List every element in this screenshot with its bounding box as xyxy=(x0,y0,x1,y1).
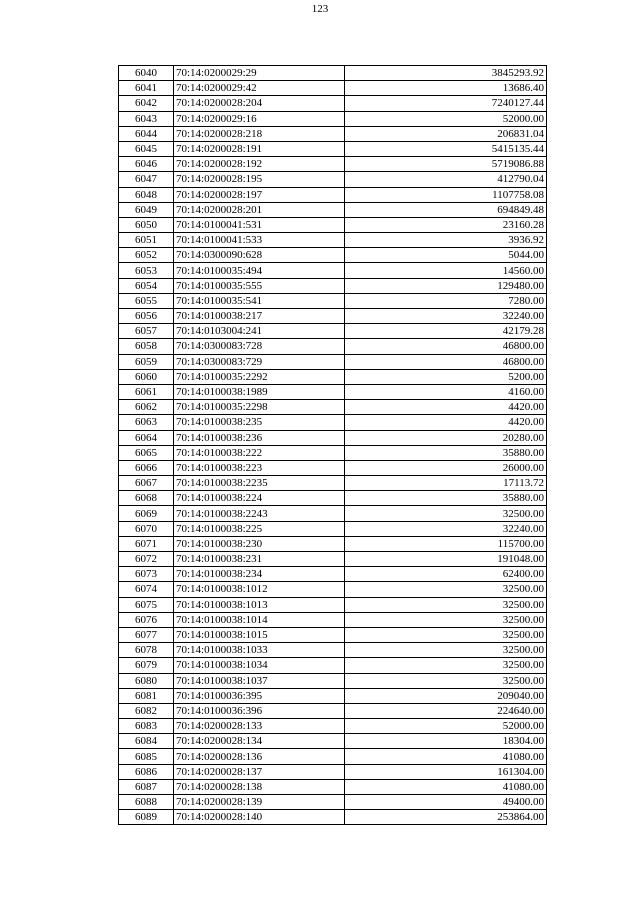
cadastral-number-cell: 70:14:0200028:204 xyxy=(174,96,345,111)
cadastral-value-cell: 35880.00 xyxy=(345,491,547,506)
cadastral-number-cell: 70:14:0100036:396 xyxy=(174,703,345,718)
table-row xyxy=(119,582,547,597)
row-number-cell: 6065 xyxy=(119,445,174,460)
cadastral-value-cell: 17113.72 xyxy=(345,476,547,491)
row-number-cell: 6066 xyxy=(119,460,174,475)
row-number-cell: 6055 xyxy=(119,293,174,308)
row-number-cell: 6044 xyxy=(119,126,174,141)
row-number-cell: 6040 xyxy=(119,66,174,81)
row-number-cell: 6070 xyxy=(119,521,174,536)
cadastral-value-cell: 5415135.44 xyxy=(345,141,547,156)
cadastral-value-cell: 32500.00 xyxy=(345,597,547,612)
cadastral-number-cell: 70:14:0100038:236 xyxy=(174,430,345,445)
cadastral-value-cell: 41080.00 xyxy=(345,749,547,764)
table-row xyxy=(119,460,547,475)
cadastral-value-cell: 18304.00 xyxy=(345,734,547,749)
cadastral-number-cell: 70:14:0100038:1015 xyxy=(174,627,345,642)
table-row xyxy=(119,552,547,567)
cadastral-value-cell: 3936.92 xyxy=(345,233,547,248)
table-row xyxy=(119,172,547,187)
row-number-cell: 6067 xyxy=(119,476,174,491)
table-row xyxy=(119,703,547,718)
cadastral-number-cell: 70:14:0100038:235 xyxy=(174,415,345,430)
table-row xyxy=(119,779,547,794)
cadastral-number-cell: 70:14:0100038:1014 xyxy=(174,612,345,627)
cadastral-value-cell: 32500.00 xyxy=(345,612,547,627)
cadastral-value-cell: 14560.00 xyxy=(345,263,547,278)
cadastral-number-cell: 70:14:0100035:494 xyxy=(174,263,345,278)
cadastral-number-cell: 70:14:0100041:533 xyxy=(174,233,345,248)
cadastral-number-cell: 70:14:0100035:2292 xyxy=(174,369,345,384)
cadastral-number-cell: 70:14:0200028:195 xyxy=(174,172,345,187)
cadastral-value-cell: 253864.00 xyxy=(345,810,547,825)
cadastral-number-cell: 70:14:0100038:1033 xyxy=(174,643,345,658)
cadastral-value-cell: 694849.48 xyxy=(345,202,547,217)
cadastral-number-cell: 70:14:0100036:395 xyxy=(174,688,345,703)
row-number-cell: 6042 xyxy=(119,96,174,111)
table-row xyxy=(119,339,547,354)
cadastral-value-cell: 115700.00 xyxy=(345,536,547,551)
table-row xyxy=(119,157,547,172)
row-number-cell: 6046 xyxy=(119,157,174,172)
table-row xyxy=(119,795,547,810)
row-number-cell: 6061 xyxy=(119,384,174,399)
row-number-cell: 6082 xyxy=(119,703,174,718)
cadastral-number-cell: 70:14:0100038:223 xyxy=(174,460,345,475)
row-number-cell: 6052 xyxy=(119,248,174,263)
table-row xyxy=(119,491,547,506)
table-row xyxy=(119,719,547,734)
cadastral-number-cell: 70:14:0100038:230 xyxy=(174,536,345,551)
table-row xyxy=(119,369,547,384)
cadastral-value-cell: 32500.00 xyxy=(345,673,547,688)
row-number-cell: 6069 xyxy=(119,506,174,521)
table-row xyxy=(119,293,547,308)
cadastral-value-cell: 52000.00 xyxy=(345,719,547,734)
table-row xyxy=(119,749,547,764)
table-row xyxy=(119,688,547,703)
cadastral-value-cell: 7280.00 xyxy=(345,293,547,308)
row-number-cell: 6062 xyxy=(119,400,174,415)
cadastral-value-cell: 4420.00 xyxy=(345,400,547,415)
table-row xyxy=(119,521,547,536)
row-number-cell: 6072 xyxy=(119,552,174,567)
cadastral-number-cell: 70:14:0100038:231 xyxy=(174,552,345,567)
row-number-cell: 6047 xyxy=(119,172,174,187)
cadastral-value-cell: 62400.00 xyxy=(345,567,547,582)
cadastral-number-cell: 70:14:0100038:2235 xyxy=(174,476,345,491)
cadastral-value-cell: 35880.00 xyxy=(345,445,547,460)
row-number-cell: 6074 xyxy=(119,582,174,597)
cadastral-number-cell: 70:14:0100035:2298 xyxy=(174,400,345,415)
cadastral-number-cell: 70:14:0300083:729 xyxy=(174,354,345,369)
cadastral-number-cell: 70:14:0200028:138 xyxy=(174,779,345,794)
row-number-cell: 6049 xyxy=(119,202,174,217)
cadastral-value-cell: 4420.00 xyxy=(345,415,547,430)
cadastral-number-cell: 70:14:0200029:42 xyxy=(174,81,345,96)
table-row xyxy=(119,810,547,825)
row-number-cell: 6063 xyxy=(119,415,174,430)
table-row xyxy=(119,324,547,339)
row-number-cell: 6051 xyxy=(119,233,174,248)
cadastral-value-cell: 32500.00 xyxy=(345,643,547,658)
cadastral-number-cell: 70:14:0100038:2243 xyxy=(174,506,345,521)
cadastral-value-cell: 129480.00 xyxy=(345,278,547,293)
cadastral-value-cell: 52000.00 xyxy=(345,111,547,126)
cadastral-value-cell: 13686.40 xyxy=(345,81,547,96)
row-number-cell: 6060 xyxy=(119,369,174,384)
table-row xyxy=(119,384,547,399)
cadastral-value-cell: 23160.28 xyxy=(345,217,547,232)
cadastral-number-cell: 70:14:0200028:201 xyxy=(174,202,345,217)
row-number-cell: 6076 xyxy=(119,612,174,627)
table-row xyxy=(119,354,547,369)
table-row xyxy=(119,400,547,415)
cadastral-number-cell: 70:14:0300090:628 xyxy=(174,248,345,263)
row-number-cell: 6068 xyxy=(119,491,174,506)
cadastral-number-cell: 70:14:0100038:1989 xyxy=(174,384,345,399)
table-row xyxy=(119,263,547,278)
table-row xyxy=(119,445,547,460)
table-row xyxy=(119,126,547,141)
row-number-cell: 6059 xyxy=(119,354,174,369)
cadastral-number-cell: 70:14:0300083:728 xyxy=(174,339,345,354)
cadastral-number-cell: 70:14:0100038:1012 xyxy=(174,582,345,597)
cadastral-value-cell: 32240.00 xyxy=(345,309,547,324)
row-number-cell: 6084 xyxy=(119,734,174,749)
cadastral-number-cell: 70:14:0200028:218 xyxy=(174,126,345,141)
row-number-cell: 6089 xyxy=(119,810,174,825)
cadastral-number-cell: 70:14:0200028:133 xyxy=(174,719,345,734)
row-number-cell: 6053 xyxy=(119,263,174,278)
table-row xyxy=(119,627,547,642)
row-number-cell: 6071 xyxy=(119,536,174,551)
cadastral-number-cell: 70:14:0100038:234 xyxy=(174,567,345,582)
cadastral-value-cell: 3845293.92 xyxy=(345,66,547,81)
cadastral-number-cell: 70:14:0100038:217 xyxy=(174,309,345,324)
cadastral-value-cell: 32500.00 xyxy=(345,627,547,642)
cadastral-number-cell: 70:14:0200028:191 xyxy=(174,141,345,156)
row-number-cell: 6045 xyxy=(119,141,174,156)
cadastral-value-cell: 5200.00 xyxy=(345,369,547,384)
cadastral-value-cell: 32500.00 xyxy=(345,658,547,673)
cadastral-number-cell: 70:14:0200029:16 xyxy=(174,111,345,126)
table-row xyxy=(119,536,547,551)
table-row xyxy=(119,597,547,612)
page-number: 123 xyxy=(311,3,329,15)
table-row xyxy=(119,476,547,491)
table-row xyxy=(119,81,547,96)
table-row xyxy=(119,567,547,582)
row-number-cell: 6088 xyxy=(119,795,174,810)
cadastral-number-cell: 70:14:0200028:139 xyxy=(174,795,345,810)
cadastral-number-cell: 70:14:0200028:192 xyxy=(174,157,345,172)
row-number-cell: 6058 xyxy=(119,339,174,354)
table-row xyxy=(119,111,547,126)
row-number-cell: 6080 xyxy=(119,673,174,688)
cadastral-value-cell: 206831.04 xyxy=(345,126,547,141)
cadastral-value-cell: 20280.00 xyxy=(345,430,547,445)
row-number-cell: 6077 xyxy=(119,627,174,642)
table-row xyxy=(119,217,547,232)
table-row xyxy=(119,141,547,156)
cadastral-number-cell: 70:14:0200029:29 xyxy=(174,66,345,81)
cadastral-value-cell: 46800.00 xyxy=(345,354,547,369)
table-row xyxy=(119,248,547,263)
row-number-cell: 6073 xyxy=(119,567,174,582)
row-number-cell: 6087 xyxy=(119,779,174,794)
cadastral-value-cell: 46800.00 xyxy=(345,339,547,354)
row-number-cell: 6078 xyxy=(119,643,174,658)
table-row xyxy=(119,66,547,81)
row-number-cell: 6079 xyxy=(119,658,174,673)
cadastral-number-cell: 70:14:0100038:225 xyxy=(174,521,345,536)
row-number-cell: 6085 xyxy=(119,749,174,764)
row-number-cell: 6081 xyxy=(119,688,174,703)
cadastral-number-cell: 70:14:0100035:555 xyxy=(174,278,345,293)
table-row xyxy=(119,734,547,749)
row-number-cell: 6056 xyxy=(119,309,174,324)
cadastral-value-table xyxy=(118,65,547,825)
table-row xyxy=(119,309,547,324)
cadastral-value-cell: 5719086.88 xyxy=(345,157,547,172)
cadastral-number-cell: 70:14:0100041:531 xyxy=(174,217,345,232)
cadastral-value-cell: 49400.00 xyxy=(345,795,547,810)
table-row xyxy=(119,187,547,202)
table-row xyxy=(119,658,547,673)
table-row xyxy=(119,764,547,779)
cadastral-number-cell: 70:14:0103004:241 xyxy=(174,324,345,339)
row-number-cell: 6083 xyxy=(119,719,174,734)
cadastral-value-cell: 32240.00 xyxy=(345,521,547,536)
cadastral-value-cell: 209040.00 xyxy=(345,688,547,703)
table-row xyxy=(119,506,547,521)
table-row xyxy=(119,673,547,688)
table-row xyxy=(119,430,547,445)
row-number-cell: 6054 xyxy=(119,278,174,293)
cadastral-value-cell: 42179.28 xyxy=(345,324,547,339)
cadastral-value-cell: 41080.00 xyxy=(345,779,547,794)
table-row xyxy=(119,96,547,111)
cadastral-number-cell: 70:14:0100035:541 xyxy=(174,293,345,308)
row-number-cell: 6050 xyxy=(119,217,174,232)
cadastral-value-cell: 5044.00 xyxy=(345,248,547,263)
row-number-cell: 6043 xyxy=(119,111,174,126)
table-row xyxy=(119,643,547,658)
table-row xyxy=(119,415,547,430)
cadastral-number-cell: 70:14:0200028:197 xyxy=(174,187,345,202)
cadastral-number-cell: 70:14:0100038:1037 xyxy=(174,673,345,688)
cadastral-number-cell: 70:14:0200028:140 xyxy=(174,810,345,825)
row-number-cell: 6075 xyxy=(119,597,174,612)
cadastral-number-cell: 70:14:0100038:1013 xyxy=(174,597,345,612)
cadastral-number-cell: 70:14:0100038:222 xyxy=(174,445,345,460)
cadastral-number-cell: 70:14:0100038:224 xyxy=(174,491,345,506)
row-number-cell: 6057 xyxy=(119,324,174,339)
cadastral-number-cell: 70:14:0100038:1034 xyxy=(174,658,345,673)
cadastral-value-cell: 191048.00 xyxy=(345,552,547,567)
cadastral-value-cell: 7240127.44 xyxy=(345,96,547,111)
cadastral-value-cell: 224640.00 xyxy=(345,703,547,718)
cadastral-value-cell: 32500.00 xyxy=(345,506,547,521)
row-number-cell: 6086 xyxy=(119,764,174,779)
cadastral-value-cell: 26000.00 xyxy=(345,460,547,475)
row-number-cell: 6048 xyxy=(119,187,174,202)
cadastral-number-cell: 70:14:0200028:134 xyxy=(174,734,345,749)
cadastral-number-cell: 70:14:0200028:136 xyxy=(174,749,345,764)
cadastral-value-cell: 161304.00 xyxy=(345,764,547,779)
table-row xyxy=(119,612,547,627)
row-number-cell: 6041 xyxy=(119,81,174,96)
table-row xyxy=(119,202,547,217)
table-row xyxy=(119,233,547,248)
cadastral-value-cell: 1107758.08 xyxy=(345,187,547,202)
cadastral-value-cell: 4160.00 xyxy=(345,384,547,399)
table-body xyxy=(119,66,547,825)
row-number-cell: 6064 xyxy=(119,430,174,445)
cadastral-value-cell: 32500.00 xyxy=(345,582,547,597)
cadastral-value-cell: 412790.04 xyxy=(345,172,547,187)
table-row xyxy=(119,278,547,293)
cadastral-number-cell: 70:14:0200028:137 xyxy=(174,764,345,779)
